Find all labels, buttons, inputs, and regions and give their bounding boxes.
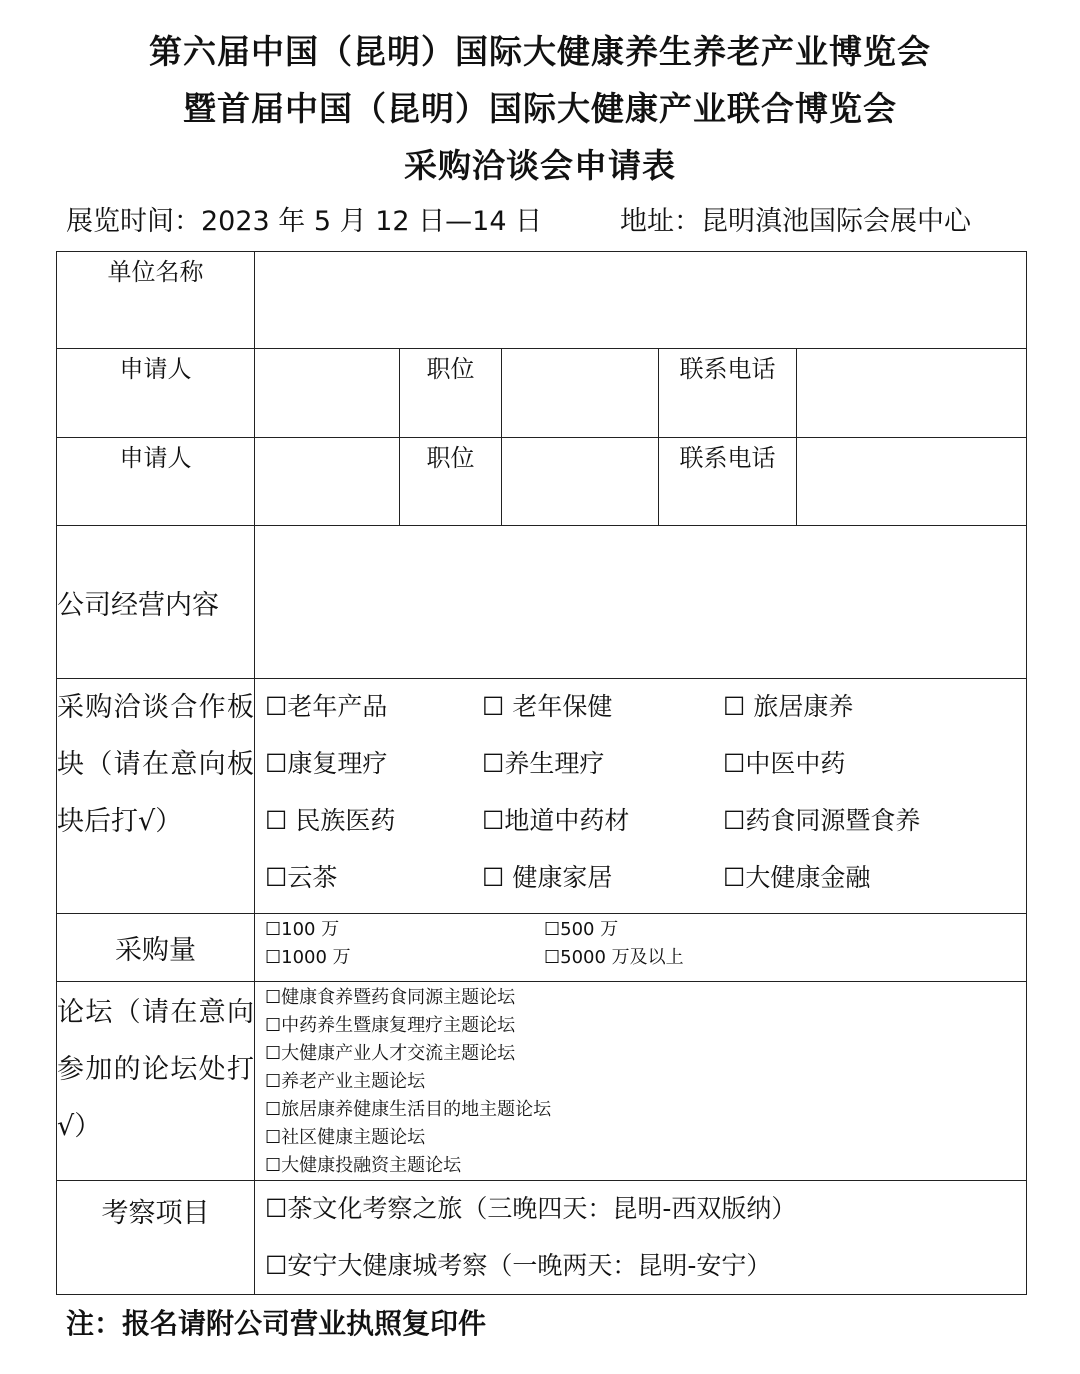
sectors-options	[255, 679, 1027, 914]
sector-option[interactable]: ☐云茶	[265, 863, 338, 892]
sector-option[interactable]: ☐ 民族医药	[265, 806, 396, 835]
volume-option[interactable]: ☐100 万	[265, 919, 340, 940]
sector-option[interactable]: ☐ 旅居康养	[723, 692, 854, 721]
sector-option[interactable]: ☐地道中药材	[482, 806, 630, 835]
phone-1-field[interactable]	[797, 349, 1027, 438]
inspection-option[interactable]: ☐安宁大健康城考察（一晚两天：昆明-安宁）	[265, 1251, 772, 1280]
phone-2-label: 联系电话	[659, 438, 797, 526]
forum-label: 论坛（请在意向参加的论坛处打√）	[57, 982, 255, 1181]
forum-options	[255, 982, 1027, 1181]
forum-option[interactable]: ☐中药养生暨康复理疗主题论坛	[265, 1015, 516, 1036]
business-content-label: 公司经营内容	[57, 526, 255, 679]
volume-option[interactable]: ☐1000 万	[265, 947, 351, 968]
position-1-label: 职位	[400, 349, 502, 438]
sector-option[interactable]: ☐ 老年保健	[482, 692, 613, 721]
company-name-field[interactable]	[255, 252, 1027, 349]
volume-option[interactable]: ☐5000 万及以上	[544, 947, 684, 968]
forum-option[interactable]: ☐大健康投融资主题论坛	[265, 1155, 462, 1176]
exhibition-time: 展览时间：2023 年 5 月 12 日—14 日	[66, 206, 543, 237]
sector-option[interactable]: ☐药食同源暨食养	[723, 806, 921, 835]
position-2-label: 职位	[400, 438, 502, 526]
volume-label: 采购量	[57, 914, 255, 982]
volume-options	[255, 914, 1027, 982]
title-line-2: 暨首届中国（昆明）国际大健康产业联合博览会	[183, 89, 897, 128]
forum-option[interactable]: ☐大健康产业人才交流主题论坛	[265, 1043, 516, 1064]
sector-option[interactable]: ☐ 健康家居	[482, 863, 613, 892]
title-line-3: 采购洽谈会申请表	[404, 146, 676, 185]
sector-option[interactable]: ☐康复理疗	[265, 749, 388, 778]
position-2-field[interactable]	[502, 438, 659, 526]
sector-option[interactable]: ☐中医中药	[723, 749, 846, 778]
applicant-1-field[interactable]	[255, 349, 400, 438]
business-content-field[interactable]	[255, 526, 1027, 679]
sector-option[interactable]: ☐老年产品	[265, 692, 388, 721]
phone-1-label: 联系电话	[659, 349, 797, 438]
forum-option[interactable]: ☐养老产业主题论坛	[265, 1071, 426, 1092]
position-1-field[interactable]	[502, 349, 659, 438]
exhibition-address: 地址：昆明滇池国际会展中心	[620, 206, 971, 237]
forum-option[interactable]: ☐健康食养暨药食同源主题论坛	[265, 987, 516, 1008]
inspection-options	[255, 1181, 1027, 1295]
footer-note: 注：报名请附公司营业执照复印件	[66, 1307, 487, 1340]
application-form	[56, 251, 1027, 1295]
applicant-1-label: 申请人	[57, 349, 255, 438]
title-line-1: 第六届中国（昆明）国际大健康养生养老产业博览会	[149, 32, 931, 71]
applicant-2-label: 申请人	[57, 438, 255, 526]
inspection-option[interactable]: ☐茶文化考察之旅（三晚四天：昆明-西双版纳）	[265, 1194, 797, 1223]
phone-2-field[interactable]	[797, 438, 1027, 526]
company-name-label: 单位名称	[57, 252, 255, 349]
inspection-label: 考察项目	[57, 1181, 255, 1295]
applicant-2-field[interactable]	[255, 438, 400, 526]
sector-option[interactable]: ☐养生理疗	[482, 749, 605, 778]
sector-option[interactable]: ☐大健康金融	[723, 863, 871, 892]
volume-option[interactable]: ☐500 万	[544, 919, 619, 940]
forum-option[interactable]: ☐旅居康养健康生活目的地主题论坛	[265, 1099, 552, 1120]
forum-option[interactable]: ☐社区健康主题论坛	[265, 1127, 426, 1148]
sectors-label: 采购洽谈合作板块（请在意向板块后打√）	[57, 679, 255, 914]
